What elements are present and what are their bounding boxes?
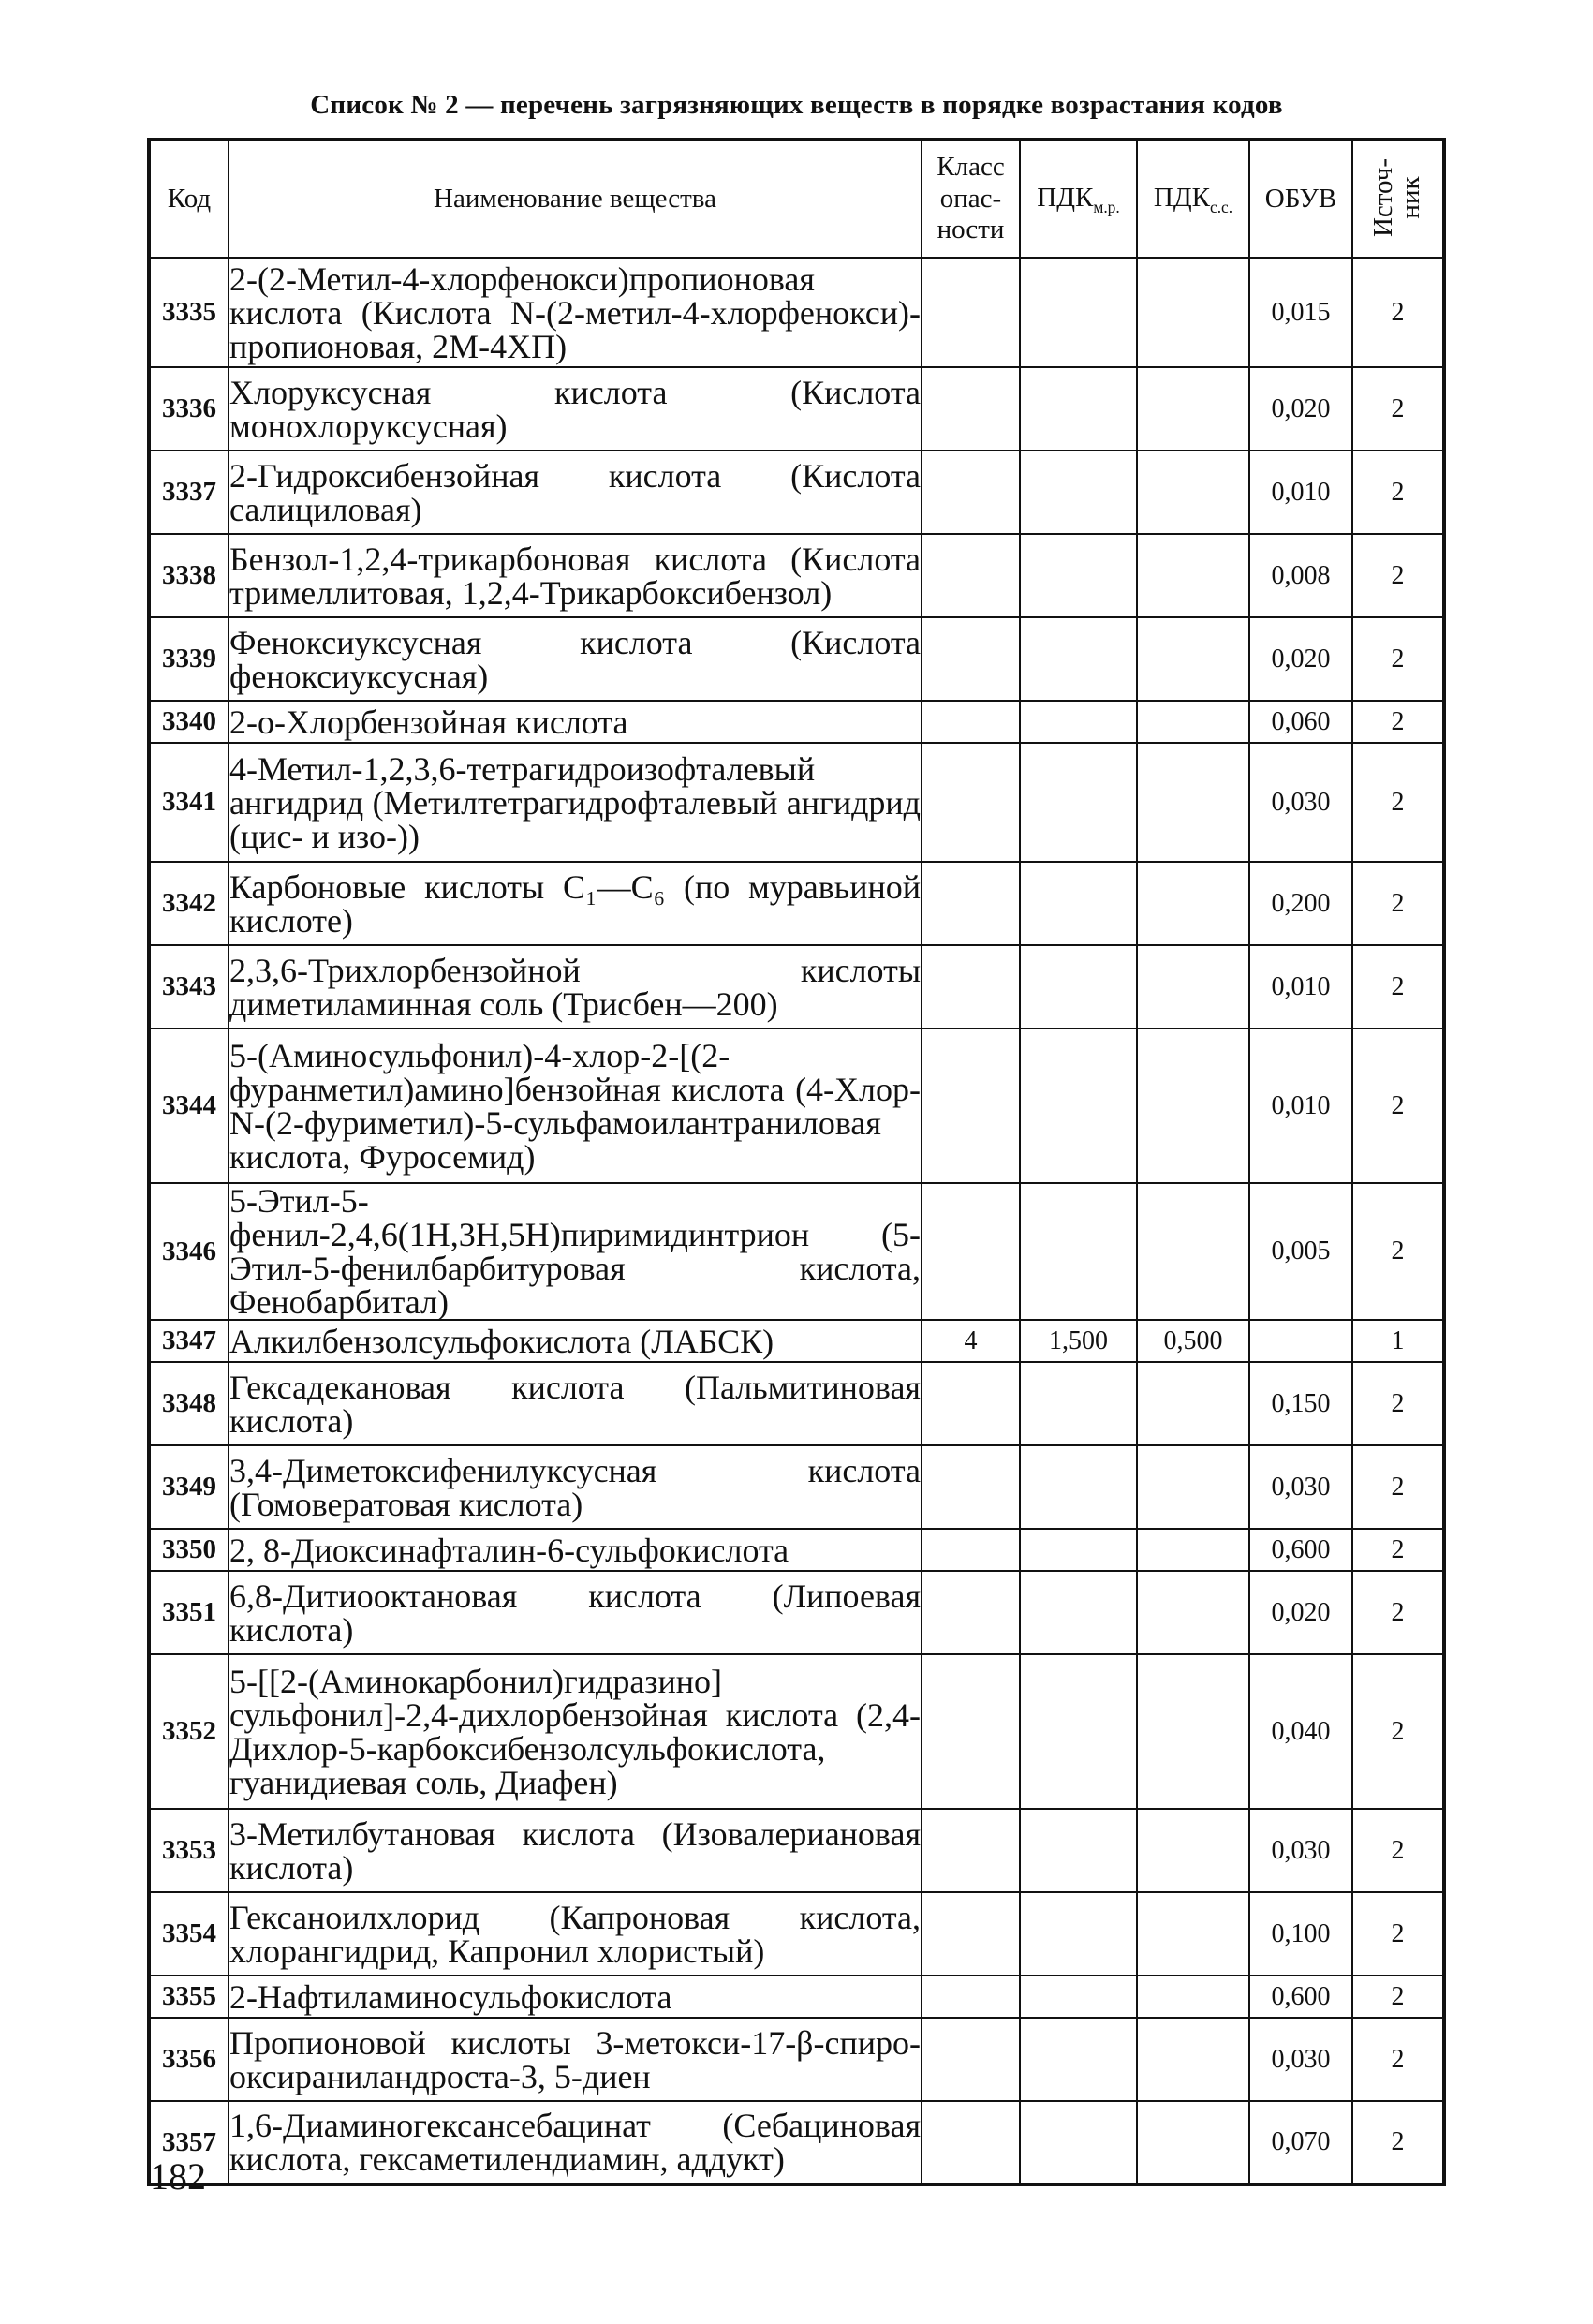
cell-pdk-ss [1137, 1654, 1249, 1809]
cell-pdk-mr [1020, 1571, 1137, 1654]
table-row [149, 1976, 1444, 2018]
cell-pdk-ss [1137, 1976, 1249, 2018]
cell-name: Хлоруксусная кислота (Кислота монохлоруксусная) [229, 367, 922, 451]
table-row [149, 1362, 1444, 1445]
cell-code: 3344 [149, 1029, 229, 1183]
cell-name: 2-(2-Метил-4-хлорфенокси)пропионовая кислота (Кислота N-(2-метил-4-хлорфенокси)-пропионовая, 2М-4ХП) [229, 258, 922, 367]
cell-code: 3353 [149, 1809, 229, 1892]
cell-class [922, 2101, 1020, 2184]
cell-obuv: 0,060 [1249, 701, 1352, 743]
cell-name: 3-Метилбутановая кислота (Изовалериановая кислота) [229, 1809, 922, 1892]
cell-pdk-ss [1137, 617, 1249, 701]
cell-name: 2-Гидроксибензойная кислота (Кислота салициловая) [229, 451, 922, 534]
table-row [149, 945, 1444, 1029]
cell-pdk-mr [1020, 367, 1137, 451]
cell-obuv: 0,020 [1249, 367, 1352, 451]
header-class-line3: ности [937, 215, 1005, 245]
cell-pdk-ss [1137, 534, 1249, 617]
cell-code: 3354 [149, 1892, 229, 1976]
cell-source: 2 [1352, 534, 1444, 617]
cell-pdk-mr: 1,500 [1020, 1320, 1137, 1362]
cell-pdk-mr [1020, 617, 1137, 701]
cell-class [922, 1362, 1020, 1445]
cell-class [922, 1029, 1020, 1183]
cell-obuv: 0,030 [1249, 2018, 1352, 2101]
header-obuv: ОБУВ [1249, 140, 1352, 258]
cell-obuv: 0,010 [1249, 451, 1352, 534]
table-row [149, 367, 1444, 451]
cell-code: 3341 [149, 743, 229, 862]
cell-obuv: 0,030 [1249, 1445, 1352, 1529]
cell-obuv: 0,200 [1249, 862, 1352, 945]
cell-name: 5-Этил-5-фенил-2,4,6(1Н,3Н,5Н)пиримидинтрион (5-Этил-5-фенилбарбитуровая кислота, Фенобарбитал) [229, 1182, 921, 1321]
cell-name: 2-Нафтиламиносульфокислота [229, 1976, 922, 2018]
cell-name: 1,6-Диаминогексансебацинат (Себациновая кислота, гексаметилендиамин, аддукт) [229, 2101, 922, 2184]
cell-obuv: 0,015 [1249, 258, 1352, 367]
cell-pdk-mr [1020, 1809, 1137, 1892]
cell-obuv: 0,100 [1249, 1892, 1352, 1976]
header-source-line1: Источ- [1368, 158, 1399, 238]
cell-name: 2, 8-Диоксинафталин-6-сульфокислота [229, 1529, 922, 1571]
cell-code: 3357 [149, 2101, 229, 2184]
header-pdk-ss-label: ПДК [1153, 182, 1210, 213]
cell-source: 2 [1352, 1445, 1444, 1529]
cell-source: 1 [1352, 1320, 1444, 1362]
cell-obuv: 0,020 [1249, 617, 1352, 701]
cell-code: 3347 [149, 1320, 229, 1362]
cell-source: 2 [1352, 451, 1444, 534]
cell-code: 3356 [149, 2018, 229, 2101]
cell-source: 2 [1352, 1362, 1444, 1445]
page-number: 182 [150, 2155, 206, 2198]
table-row [149, 2101, 1444, 2184]
cell-pdk-mr [1020, 2101, 1137, 2184]
cell-pdk-mr [1020, 1445, 1137, 1529]
cell-obuv: 0,030 [1249, 743, 1352, 862]
cell-class [922, 258, 1020, 367]
cell-pdk-ss [1137, 701, 1249, 743]
cell-name: Карбоновые кислоты C₁—C₆ (по муравьиной кислоте) [229, 862, 922, 945]
cell-source: 2 [1352, 743, 1444, 862]
cell-source: 2 [1352, 2018, 1444, 2101]
cell-source: 2 [1352, 1571, 1444, 1654]
header-code: Код [149, 140, 229, 258]
cell-code: 3349 [149, 1445, 229, 1529]
cell-code: 3352 [149, 1654, 229, 1809]
header-pdk-mr-label: ПДК [1037, 182, 1094, 213]
cell-pdk-mr [1020, 701, 1137, 743]
cell-code: 3342 [149, 862, 229, 945]
cell-class [922, 1809, 1020, 1892]
cell-obuv: 0,070 [1249, 2101, 1352, 2184]
cell-pdk-ss [1137, 2018, 1249, 2101]
cell-pdk-mr [1020, 1029, 1137, 1183]
cell-obuv: 0,008 [1249, 534, 1352, 617]
table-row [149, 1183, 1444, 1320]
cell-class [922, 534, 1020, 617]
header-pdk-ss [1137, 140, 1249, 258]
cell-code: 3350 [149, 1529, 229, 1571]
table-row [149, 1809, 1444, 1892]
cell-source: 2 [1352, 617, 1444, 701]
cell-code: 3348 [149, 1362, 229, 1445]
cell-source: 2 [1352, 1183, 1444, 1320]
cell-code: 3343 [149, 945, 229, 1029]
cell-class [922, 1976, 1020, 2018]
cell-pdk-mr [1020, 743, 1137, 862]
table-row [149, 1529, 1444, 1571]
page-title: Список № 2 — перечень загрязняющих веществ в порядке возрастания кодов [310, 90, 1283, 120]
cell-obuv: 0,150 [1249, 1362, 1352, 1445]
cell-code: 3338 [149, 534, 229, 617]
cell-pdk-mr [1020, 1362, 1137, 1445]
cell-pdk-ss [1137, 2101, 1249, 2184]
cell-obuv: 0,600 [1249, 1976, 1352, 2018]
cell-name: 3,4-Диметоксифенилуксусная кислота (Гомовератовая кислота) [229, 1445, 922, 1529]
cell-class [922, 1445, 1020, 1529]
cell-pdk-mr [1020, 534, 1137, 617]
cell-pdk-ss [1137, 1029, 1249, 1183]
cell-name: Гексаноилхлорид (Капроновая кислота, хлорангидрид, Капронил хлористый) [229, 1892, 922, 1976]
cell-class [922, 1654, 1020, 1809]
cell-class [922, 367, 1020, 451]
cell-class [922, 862, 1020, 945]
cell-source: 2 [1352, 258, 1444, 367]
table-row [149, 1445, 1444, 1529]
table-row [149, 1654, 1444, 1809]
cell-name: 2-о-Хлорбензойная кислота [229, 701, 922, 743]
cell-pdk-mr [1020, 945, 1137, 1029]
header-hazard-class [922, 140, 1020, 258]
cell-name: 2,3,6-Трихлорбензойной кислоты диметиламинная соль (Трисбен—200) [229, 945, 922, 1029]
cell-class [922, 2018, 1020, 2101]
table-row [149, 1892, 1444, 1976]
cell-pdk-mr [1020, 258, 1137, 367]
cell-source: 2 [1352, 862, 1444, 945]
cell-source: 2 [1352, 1029, 1444, 1183]
cell-code: 3355 [149, 1976, 229, 2018]
cell-pdk-ss [1137, 1892, 1249, 1976]
cell-pdk-mr [1020, 1976, 1137, 2018]
cell-source: 2 [1352, 1529, 1444, 1571]
table-row [149, 258, 1444, 367]
cell-pdk-mr [1020, 451, 1137, 534]
cell-pdk-ss [1137, 258, 1249, 367]
cell-source: 2 [1352, 1892, 1444, 1976]
cell-code: 3339 [149, 617, 229, 701]
cell-obuv: 0,600 [1249, 1529, 1352, 1571]
header-name: Наименование вещества [229, 140, 922, 258]
cell-pdk-ss [1137, 1809, 1249, 1892]
cell-pdk-mr [1020, 1654, 1137, 1809]
cell-code: 3336 [149, 367, 229, 451]
cell-name: 6,8-Дитиооктановая кислота (Липоевая кислота) [229, 1571, 922, 1654]
cell-obuv: 0,010 [1249, 945, 1352, 1029]
cell-source: 2 [1352, 945, 1444, 1029]
header-class-line2: опас- [939, 183, 1002, 214]
cell-source: 2 [1352, 1976, 1444, 2018]
cell-class: 4 [922, 1320, 1020, 1362]
cell-class [922, 1183, 1020, 1320]
cell-pdk-mr [1020, 2018, 1137, 2101]
cell-class [922, 1529, 1020, 1571]
cell-pdk-mr [1020, 1183, 1137, 1320]
cell-code: 3351 [149, 1571, 229, 1654]
cell-code: 3337 [149, 451, 229, 534]
header-class-line1: Класс [937, 152, 1005, 183]
cell-pdk-ss [1137, 743, 1249, 862]
cell-source: 2 [1352, 1809, 1444, 1892]
cell-class [922, 945, 1020, 1029]
header-pdk-ss-sub: с.с. [1209, 197, 1233, 216]
header-source-vertical [1370, 158, 1424, 237]
cell-obuv: 0,010 [1249, 1029, 1352, 1183]
cell-obuv: 0,020 [1249, 1571, 1352, 1654]
cell-source: 2 [1352, 2101, 1444, 2184]
table-row [149, 862, 1444, 945]
cell-name: Алкилбензолсульфокислота (ЛАБСК) [229, 1320, 922, 1362]
table-row [149, 2018, 1444, 2101]
cell-pdk-ss [1137, 451, 1249, 534]
cell-name: Гексадекановая кислота (Пальмитиновая кислота) [229, 1362, 922, 1445]
cell-source: 2 [1352, 1654, 1444, 1809]
table-row [149, 1320, 1444, 1362]
table-row [149, 451, 1444, 534]
cell-obuv: 0,005 [1249, 1183, 1352, 1320]
cell-class [922, 1892, 1020, 1976]
cell-class [922, 451, 1020, 534]
cell-code: 3346 [149, 1183, 229, 1320]
header-source [1352, 140, 1444, 258]
header-source-line2: ник [1395, 176, 1426, 219]
table-header-row [149, 140, 1444, 258]
cell-name: Феноксиуксусная кислота (Кислота феноксиуксусная) [229, 617, 922, 701]
cell-name: 5-(Аминосульфонил)-4-хлор-2-[(2-фуранметил)амино]бензойная кислота (4-Хлор-N-(2-фуриметил)-5-сульфамоилантраниловая кислота, Фуросемид) [229, 1029, 922, 1183]
cell-pdk-mr [1020, 862, 1137, 945]
cell-class [922, 701, 1020, 743]
cell-pdk-ss [1137, 1571, 1249, 1654]
cell-pdk-ss [1137, 1362, 1249, 1445]
table-row [149, 1029, 1444, 1183]
cell-pdk-ss [1137, 1529, 1249, 1571]
cell-source: 2 [1352, 367, 1444, 451]
cell-pdk-mr [1020, 1892, 1137, 1976]
cell-code: 3335 [149, 258, 229, 367]
cell-pdk-ss [1137, 1183, 1249, 1320]
table-row [149, 534, 1444, 617]
cell-obuv: 0,030 [1249, 1809, 1352, 1892]
table-row [149, 617, 1444, 701]
cell-class [922, 1571, 1020, 1654]
cell-name: 4-Метил-1,2,3,6-тетрагидроизофталевый ангидрид (Метилтетрагидрофталевый ангидрид (цис- и изо-)) [229, 743, 922, 862]
table-row [149, 701, 1444, 743]
header-pdk-mr-sub: м.р. [1093, 197, 1120, 216]
cell-pdk-ss [1137, 945, 1249, 1029]
cell-class [922, 617, 1020, 701]
substance-table [147, 138, 1446, 2186]
cell-code: 3340 [149, 701, 229, 743]
table-row [149, 1571, 1444, 1654]
cell-obuv: 0,040 [1249, 1654, 1352, 1809]
cell-name: 5-[[2-(Аминокарбонил)гидразино] сульфонил]-2,4-дихлорбензойная кислота (2,4-Дихлор-5-карбоксибензолсульфокислота, гуанидиевая соль, Диафен) [229, 1654, 922, 1809]
cell-class [922, 743, 1020, 862]
table-row [149, 743, 1444, 862]
cell-obuv [1249, 1320, 1352, 1362]
cell-pdk-ss: 0,500 [1137, 1320, 1249, 1362]
cell-pdk-mr [1020, 1529, 1137, 1571]
cell-pdk-ss [1137, 862, 1249, 945]
cell-pdk-ss [1137, 1445, 1249, 1529]
cell-source: 2 [1352, 701, 1444, 743]
cell-name: Пропионовой кислоты 3-метокси-17-β-спиро-оксираниландроста-3, 5-диен [229, 2018, 922, 2101]
header-pdk-mr [1020, 140, 1137, 258]
cell-name: Бензол-1,2,4-трикарбоновая кислота (Кислота тримеллитовая, 1,2,4-Трикарбоксибензол) [229, 534, 922, 617]
cell-pdk-ss [1137, 367, 1249, 451]
